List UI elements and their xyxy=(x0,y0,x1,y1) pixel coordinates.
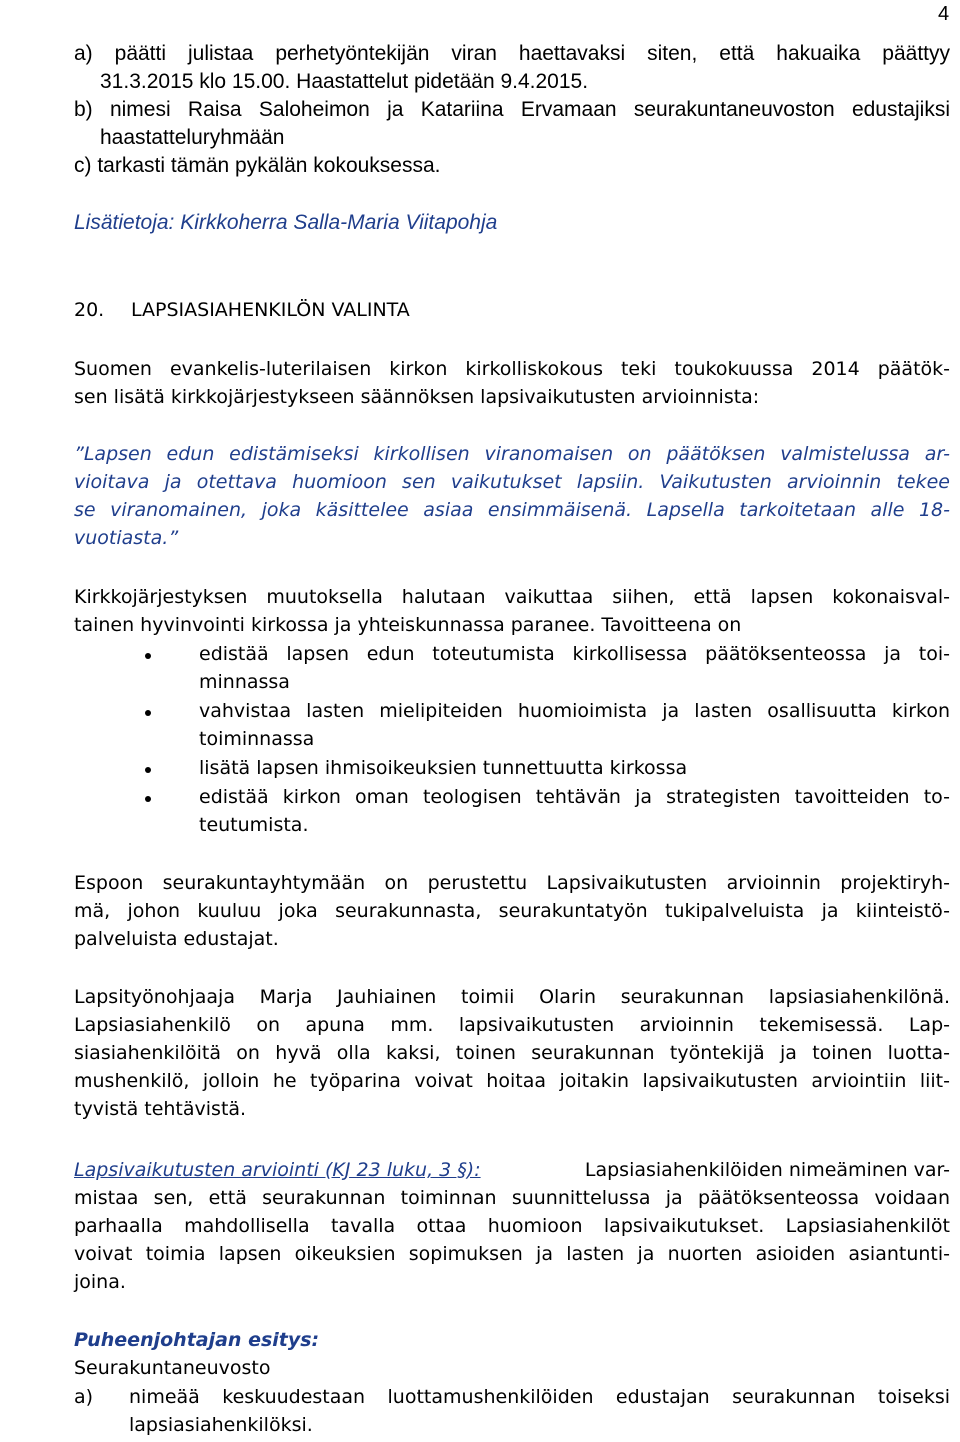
bullet-icon xyxy=(145,653,151,659)
p5-line4: voivat toimia lapsen oikeuksien sopimuksen ja lasten ja nuorten asioiden asiantunti- xyxy=(74,1243,950,1265)
proposal-body: Seurakuntaneuvosto xyxy=(74,1357,271,1379)
p3-line1: Espoon seurakuntayhtymään on perustettu Lapsivaikutusten arvioinnin projektiryh- xyxy=(74,872,950,894)
additional-info: Lisätietoja: Kirkkoherra Salla-Maria Viitapohja xyxy=(74,211,498,234)
p2-line1: Kirkkojärjestyksen muutoksella halutaan vaikuttaa siihen, että lapsen kokonaisval- xyxy=(74,586,950,608)
goal-4-line1: edistää kirkon oman teologisen tehtävän ja strategisten tavoitteiden to- xyxy=(199,786,950,808)
decision-c-line: c) tarkasti tämän pykälän kokouksessa. xyxy=(74,154,441,177)
goal-1-line1: edistää lapsen edun toteutumista kirkollisessa päätöksenteossa ja toi- xyxy=(199,643,950,665)
proposal-a-line1: nimeää keskuudestaan luottamushenkilöiden edustajan seurakunnan toiseksi xyxy=(129,1386,950,1408)
page-number: 4 xyxy=(938,3,950,25)
proposal-a-label: a) xyxy=(74,1386,94,1408)
p1-line1: Suomen evankelis-luterilaisen kirkon kirkolliskokous teki toukokuussa 2014 päätök- xyxy=(74,358,950,380)
quote-line1: ”Lapsen edun edistämiseksi kirkollisen viranomaisen on päätöksen valmistelussa ar- xyxy=(74,443,950,465)
p3-line3: palveluista edustajat. xyxy=(74,928,279,950)
bullet-icon xyxy=(145,767,151,773)
p3-line2: mä, johon kuuluu joka seurakunnasta, seurakuntatyön tukipalveluista ja kiinteistö- xyxy=(74,900,950,922)
quote-line2: vioitava ja otettava huomioon sen vaikutukset lapsiin. Vaikutusten arvioinnin tekee xyxy=(74,471,950,493)
decision-a-line1: a) päätti julistaa perhetyöntekijän viran haettavaksi siten, että hakuaika päättyy xyxy=(74,42,950,65)
p4-line1: Lapsityönohjaaja Marja Jauhiainen toimii Olarin seurakunnan lapsiasiahenkilönä. xyxy=(74,986,950,1008)
section-number: 20. xyxy=(74,299,105,321)
p2-line2: tainen hyvinvointi kirkossa ja yhteiskunnassa paranee. Tavoitteena on xyxy=(74,614,742,636)
p5-line3: parhaalla mahdollisella tavalla ottaa huomioon lapsivaikutukset. Lapsiasiahenkilöt xyxy=(74,1215,950,1237)
quote-line4: vuotiasta.” xyxy=(74,527,179,549)
p1-line2: sen lisätä kirkkojärjestykseen säännöksen lapsivaikutusten arvioinnista: xyxy=(74,386,760,408)
p4-line5: tyvistä tehtävistä. xyxy=(74,1098,247,1120)
decision-a-line2: 31.3.2015 klo 15.00. Haastattelut pidetään 9.4.2015. xyxy=(100,70,589,93)
p4-line4: mushenkilö, jolloin he työparina voivat hoitaa joitakin lapsivaikutusten arviointiin liit- xyxy=(74,1070,950,1092)
proposal-a-line2: lapsiasiahenkilöksi. xyxy=(129,1414,313,1436)
p4-line3: siasiahenkilöitä on hyvä olla kaksi, toinen seurakunnan työntekijä ja toinen luotta- xyxy=(74,1042,950,1064)
bullet-icon xyxy=(145,710,151,716)
section-title: LAPSIASIAHENKILÖN VALINTA xyxy=(131,299,410,321)
p5-line5: joina. xyxy=(74,1271,126,1293)
bullet-icon xyxy=(145,796,151,802)
decision-b-line1: b) nimesi Raisa Saloheimon ja Katariina Ervamaan seurakuntaneuvoston edustajiksi xyxy=(74,98,950,121)
goal-1-line2: minnassa xyxy=(199,671,290,693)
p5-line2: mistaa sen, että seurakunnan toiminnan suunnittelussa ja päätöksenteossa voidaan xyxy=(74,1187,950,1209)
p5-line1-rest: Lapsiasiahenkilöiden nimeäminen var- xyxy=(584,1159,950,1181)
decision-b-line2: haastatteluryhmään xyxy=(100,126,285,149)
goal-2-line2: toiminnassa xyxy=(199,728,315,750)
goal-4-line2: teutumista. xyxy=(199,814,309,836)
p5-line1 xyxy=(74,1156,950,1184)
p4-line2: Lapsiasiahenkilö on apuna mm. lapsivaikutusten arvioinnin tekemisessä. Lap- xyxy=(74,1014,950,1036)
proposal-heading: Puheenjohtajan esitys: xyxy=(74,1329,320,1351)
goal-3-line1: lisätä lapsen ihmisoikeuksien tunnettuutta kirkossa xyxy=(199,757,688,779)
kj-reference-link[interactable]: Lapsivaikutusten arviointi (KJ 23 luku, 3 §): xyxy=(74,1159,481,1181)
quote-line3: se viranomainen, joka käsittelee asiaa ensimmäisenä. Lapsella tarkoitetaan alle 18- xyxy=(74,499,950,521)
goal-2-line1: vahvistaa lasten mielipiteiden huomioimista ja lasten osallisuutta kirkon xyxy=(199,700,950,722)
